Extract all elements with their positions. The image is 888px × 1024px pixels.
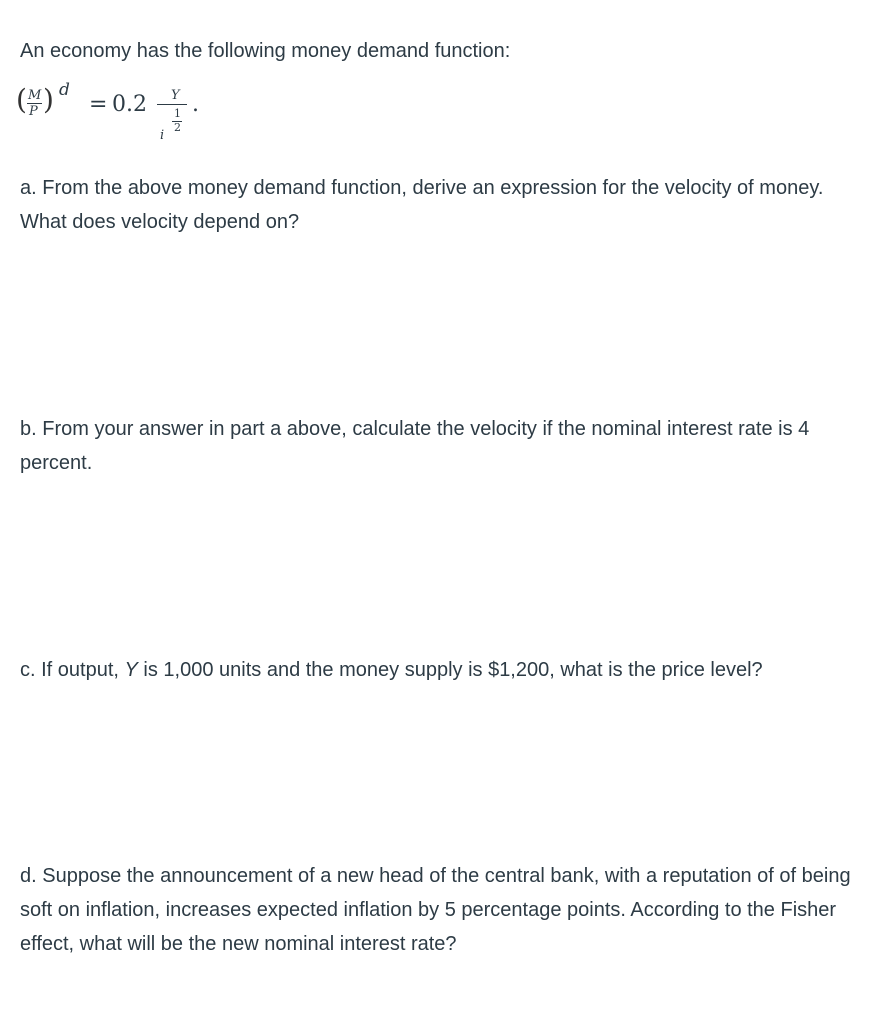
intro-text: An economy has the following money demand function: [20,40,511,62]
exponent-numerator: 1 [174,107,181,120]
money-demand-formula [16,82,216,162]
question-c [20,653,880,687]
rhs-numerator: Y [171,88,180,103]
lhs-numerator: M [28,88,42,103]
lhs-superscript: d [59,80,70,100]
question-c-prefix: c. If output, [20,659,125,681]
rhs-fraction-bar [157,104,187,105]
question-b: b. From your answer in part a above, calculate the velocity if the nominal interest rate is 4 percent. [20,418,810,474]
question-a: a. From the above money demand function, derive an expression for the velocity of money. What does velocity depend on? [20,177,824,233]
equals-sign: = [89,92,108,117]
rhs-denominator-base: i [160,128,165,143]
question-c-variable: Y [124,659,138,681]
coefficient: 0.2 [112,92,147,117]
right-paren: ) [43,83,54,116]
question-c-suffix: is 1,000 units and the money supply is $1,200, what is the price level? [137,659,763,681]
exponent-denominator: 2 [174,121,181,134]
left-paren: ( [16,83,27,116]
lhs-denominator: P [29,104,38,119]
question-d: d. Suppose the announcement of a new head of the central bank, with a reputation of of being soft on inflation, increases expected inflation by 5 percentage points. According to the Fisher effect, what will be the new nominal interest rate? [20,865,851,955]
formula-period: . [192,92,199,117]
